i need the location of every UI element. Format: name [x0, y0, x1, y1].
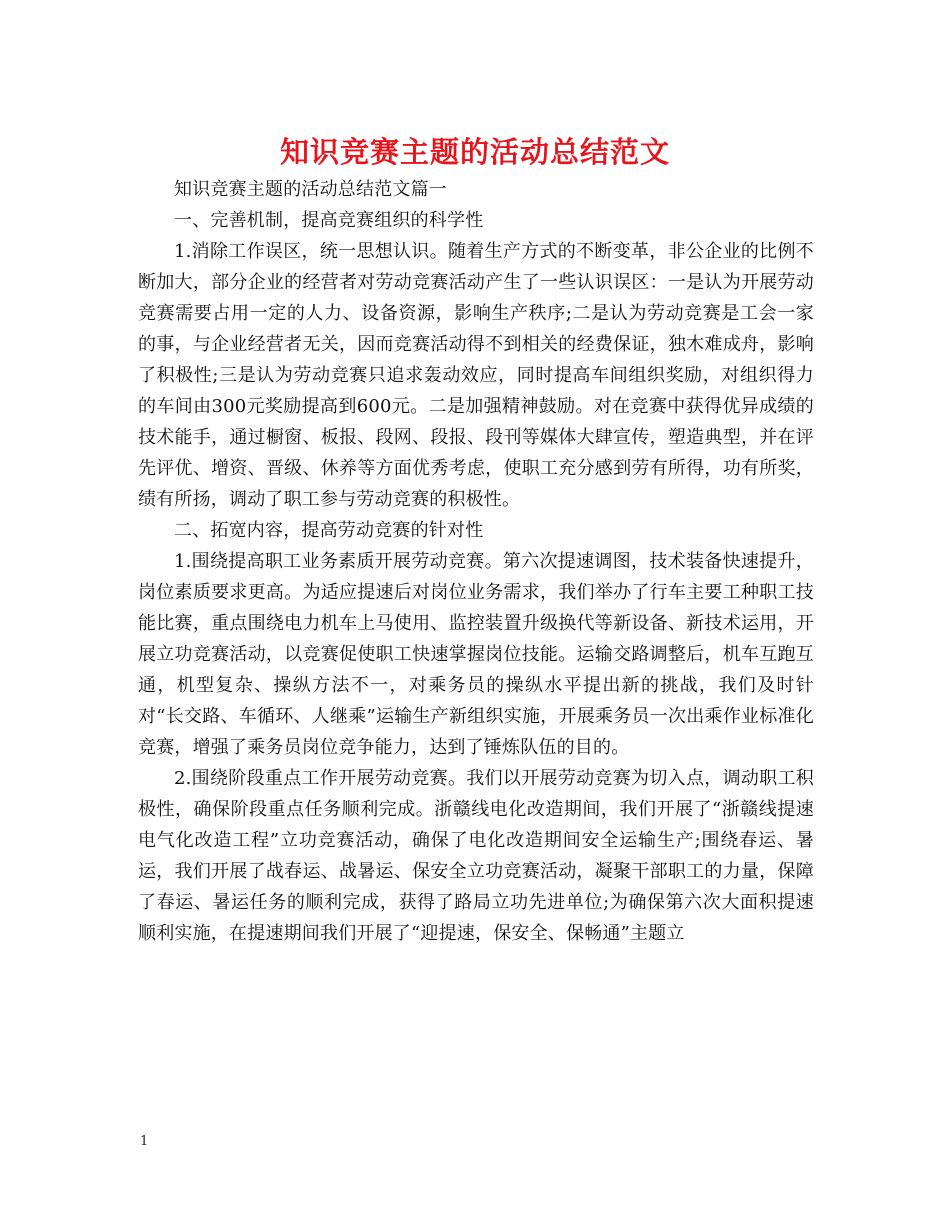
paragraph: 1.消除工作误区，统一思想认识。随着生产方式的不断变革，非公企业的比例不断加大，部分企业的经营者对劳动竞赛活动产生了一些认识误区：一是认为开展劳动竞赛需要占用一定的人力、设备资源，影响生产秩序;二是认为劳动竞赛是工会一家的事，与企业经营者无关，因而竞赛活动得不到相关的经费保证，独木难成舟，影响了积极性;三是认为劳动竞赛只追求轰动效应，同时提高车间组织奖励，对组织得力的车间由300元奖励提高到600元。二是加强精神鼓励。对在竞赛中获得优异成绩的技术能手，通过橱窗、板报、段网、段报、段刊等媒体大肆宣传，塑造典型，并在评先评优、增资、晋级、休养等方面优秀考虑，使职工充分感到劳有所得，功有所奖，绩有所扬，调动了职工参与劳动竞赛的积极性。: [138, 241, 814, 510]
page-number: 1: [140, 1134, 149, 1149]
paragraph-heading: 知识竞赛主题的活动总结范文篇一: [174, 179, 447, 200]
paragraph: 1.围绕提高职工业务素质开展劳动竞赛。第六次提速调图，技术装备快速提升，岗位素质要求更高。为适应提速后对岗位业务需求，我们举办了行车主要工种职工技能比赛，重点围绕电力机车上马使用、监控装置升级换代等新设备、新技术运用，开展立功竞赛活动，以竞赛促使职工快速掌握岗位技能。运输交路调整后，机车互跑互通，机型复杂、操纵方法不一，对乘务员的操纵水平提出新的挑战，我们及时针对“长交路、车循环、人继乘”运输生产新组织实施，开展乘务员一次出乘作业标准化竞赛，增强了乘务员岗位竞争能力，达到了锤炼队伍的目的。: [138, 551, 814, 758]
section-heading-2: 二、拓宽内容，提高劳动竞赛的针对性: [174, 520, 484, 541]
document-title: 知识竞赛主题的活动总结范文: [279, 135, 670, 169]
paragraph: 2.围绕阶段重点工作开展劳动竞赛。我们以开展劳动竞赛为切入点，调动职工积极性，确保阶段重点任务顺利完成。浙赣线电化改造期间，我们开展了“浙赣线提速电气化改造工程”立功竞赛活动，确保了电化改造期间安全运输生产;围绕春运、暑运，我们开展了战春运、战暑运、保安全立功竞赛活动，凝聚干部职工的力量，保障了春运、暑运任务的顺利完成，获得了路局立功先进单位;为确保第六次大面积提速顺利实施，在提速期间我们开展了“迎提速，保安全、保畅通”主题立: [138, 768, 814, 944]
document-body: [138, 174, 814, 949]
section-heading-1: 一、完善机制，提高竞赛组织的科学性: [174, 210, 484, 231]
